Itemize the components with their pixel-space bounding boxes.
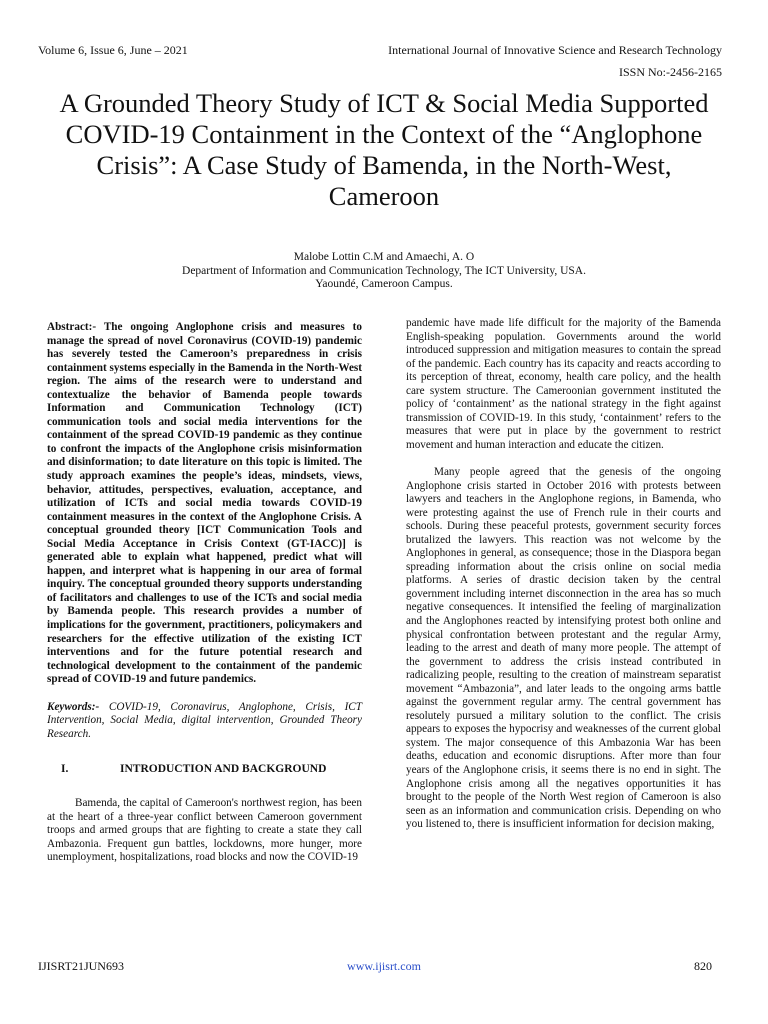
paper-title: A Grounded Theory Study of ICT & Social Media Supported COVID-19 Containment in the Context of the “Anglophone Crisis”: A Case Study of Bamenda, in the North-West, Cameroon bbox=[59, 88, 709, 211]
body-paragraph: Many people agreed that the genesis of the ongoing Anglophone crisis started in October 2016 with protests between lawyers and teachers in the Anglophone regions, in Bamenda, who were protesting against the use of French rule in their courts and schools. During these peaceful protests, government security forces brutalized the lawyers. This reaction was not welcome by the Anglophones in general, as consequence; those in the Diaspora began spreading information about the crisis online on social media platforms. A series of drastic decision taken by the central government including internet disconnection in the area has so much negative consequences. It intensified the feeling of marginalization and the Anglophones reacted by intensifying protest both online and physical confrontation between protestant and the regular Army, leading to the arrest and death of many more people. The attempt of the government to address the crisis instead contributed in radicalizing people, resulting to the creation of mainstream separatist movement “Ambazonia”, and later leads to the ongoing arms battle against the government regular army. The central government has resolutely pursued a military solution to the conflict. The crisis appears to exposes the hypocrisy and weaknesses of the current global system. The major consequence of this Ambazonia War has been deaths, education and economic disruptions. After more than four years of the Anglophone crisis, it seems there is no end in sight. The Anglophone crisis among all the negatives opportunities it has brought to the people of the North West region of Cameroon is also seen as an information and communication crisis. Depending on who you listened to, there is insufficient information for decision making, bbox=[406, 465, 722, 831]
author-names: Malobe Lottin C.M and Amaechi, A. O bbox=[293, 251, 475, 263]
page-number: 820 bbox=[694, 959, 712, 973]
author-block bbox=[0, 251, 768, 292]
keywords bbox=[47, 701, 362, 742]
keywords-text: COVID-19, Coronavirus, Anglophone, Crisis, ICT Intervention, Social Media, digital intervention, Grounded Theory Research. bbox=[47, 700, 362, 740]
right-column bbox=[406, 317, 721, 832]
volume-info: Volume 6, Issue 6, June – 2021 bbox=[38, 43, 188, 57]
author-campus: Yaoundé, Cameroon Campus. bbox=[315, 278, 453, 290]
author-affiliation: Department of Information and Communication Technology, The ICT University, USA. bbox=[182, 264, 586, 277]
intro-paragraph: Bamenda, the capital of Cameroon's northwest region, has been at the heart of a three-year conflict between Cameroon government troops and armed groups that are fighting to create a state they call Ambazonia. Frequent gun battles, lockdowns, more hunger, more unemployment, hospitalizations, road blocks and now the COVID-19 bbox=[47, 796, 362, 864]
website-link[interactable]: www.ijisrt.com bbox=[347, 959, 421, 973]
left-column bbox=[47, 321, 362, 865]
body-paragraph: pandemic have made life difficult for the majority of the Bamenda English-speaking population. Governments around the world introduced suppression and mitigation measures to contain the spread of the pandemic. Each country has its capacity and reacts according to its perception of threat, economy, health care policy, and the health care system structure. The Cameroonian government instituted the policy of ‘containment’ as the national strategy in the fight against transmission of COVID-19. In this study, ‘containment’ refers to the measures that were put in place by the government to restrict movement and human interaction and educate the citizen. bbox=[406, 317, 721, 451]
section-number: I. bbox=[61, 763, 69, 776]
keywords-label: Keywords:- bbox=[47, 700, 100, 713]
issn-number: ISSN No:-2456-2165 bbox=[618, 65, 722, 79]
section-title: INTRODUCTION AND BACKGROUND bbox=[120, 763, 327, 776]
abstract-text: Abstract:- The ongoing Anglophone crisis and measures to manage the spread of novel Coronavirus (COVID-19) pandemic has severely tested the Cameroon’s preparedness in crisis containment systems especially in the Bamenda in the North-West region. The aims of the research were to understand and contextualize the behavior of Bamenda people towards Information and Communication Technology (ICT) communication tools and social media interventions for the containment of the spread COVID-19 pandemic as they continue to confront the impacts of the Anglophone crisis misinformation and disinformation; to date literature on this topic is limited. The study approach examines the people’s ideas, mindsets, views, behavior, attitudes, perspectives, evaluation, acceptance, and utilization of ICTs and social media towards COVID-19 containment measures in the context of the Anglophone Crisis. A conceptual grounded theory [ICT Communication Tools and Social Media Acceptance in Crisis Context (GT-IACC)] is generated able to explain what happened, predict what will happen, and interpret what is happening in our area of formal inquiry. The conceptual grounded theory supports understanding of facilitators and challenges to use of the ICTs and social media by Bamenda people. This research provides a number of implications for the government, practitioners, policymakers and researchers for the effective utilization of the existing ICT interventions and for the future potential research and technological development to the containment of the pandemic spread of COVID-19 and future pandemics. bbox=[47, 321, 362, 686]
article-id: IJISRT21JUN693 bbox=[38, 959, 124, 973]
section-heading bbox=[47, 763, 362, 777]
journal-name: International Journal of Innovative Science and Research Technology bbox=[388, 43, 722, 57]
